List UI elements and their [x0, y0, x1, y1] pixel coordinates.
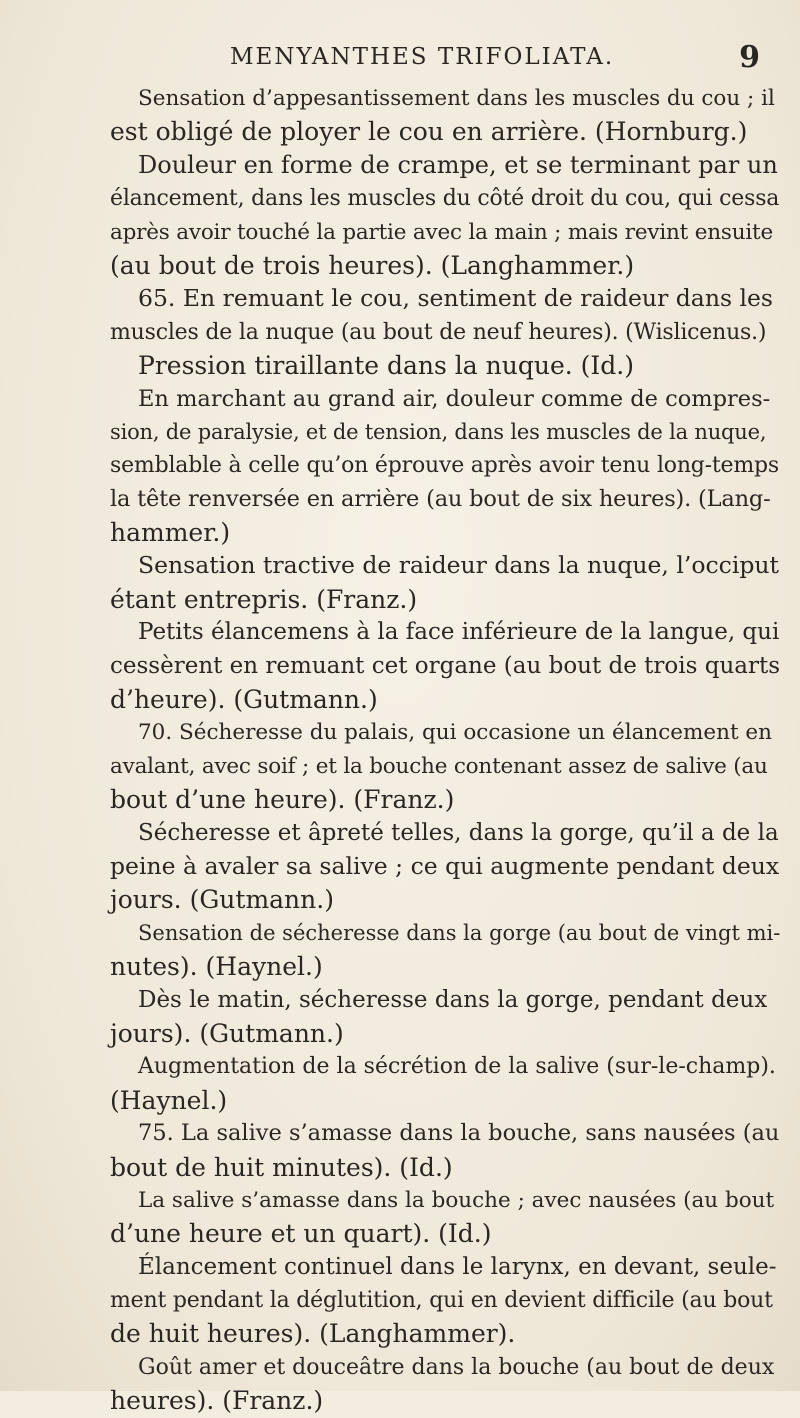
- text-line: de huit heures). (Langhammer).: [110, 1319, 516, 1349]
- text-line: (au bout de trois heures). (Langhammer.): [110, 250, 635, 280]
- page-header: [230, 40, 760, 80]
- text-line: est obligé de ployer le cou en arrière. (Hornburg.): [110, 117, 748, 147]
- text-line: d’une heure et un quart). (Id.): [110, 1219, 492, 1249]
- text-line: Dès le matin, sécheresse dans la gorge, pendant deux: [138, 986, 768, 1013]
- text-line: 65. En remuant le cou, sentiment de raideur dans les: [138, 284, 773, 313]
- text-line: la tête renversée en arrière (au bout de six heures). (Lang-: [110, 485, 771, 512]
- text-line: heures). (Franz.): [110, 1386, 324, 1416]
- text-line: bout d’une heure). (Franz.): [110, 785, 455, 815]
- text-line: jours. (Gutmann.): [110, 885, 334, 915]
- text-line: jours). (Gutmann.): [110, 1018, 344, 1048]
- text-line: Sécheresse et âpreté telles, dans la gorge, qu’il a de la: [138, 819, 779, 846]
- text-line: En marchant au grand air, douleur comme de compres-: [138, 385, 771, 412]
- text-line: Douleur en forme de crampe, et se terminant par un: [138, 150, 778, 179]
- text-line: Goût amer et douceâtre dans la bouche (au bout de deux: [138, 1354, 775, 1380]
- text-line: après avoir touché la partie avec la main ; mais revint ensuite: [110, 219, 774, 245]
- text-line: semblable à celle qu’on éprouve après avoir tenu long-temps: [110, 453, 780, 479]
- text-line: muscles de la nuque (au bout de neuf heures). (Wislicenus.): [110, 319, 767, 345]
- text-line: cessèrent en remuant cet organe (au bout de trois quarts: [110, 652, 781, 679]
- text-line: sion, de paralysie, et de tension, dans les muscles de la nuque,: [110, 419, 767, 444]
- text-line: Augmentation de la sécrétion de la salive (sur-le-champ).: [138, 1054, 776, 1080]
- text-line: 70. Sécheresse du palais, qui occasione un élancement en: [138, 720, 772, 746]
- text-line: La salive s’amasse dans la bouche ; avec nausées (au bout: [138, 1187, 775, 1213]
- text-line: hammer.): [110, 518, 231, 548]
- text-line: étant entrepris. (Franz.): [110, 584, 418, 614]
- page-number: 9: [739, 40, 760, 75]
- text-line: bout de huit minutes). (Id.): [110, 1152, 453, 1182]
- text-line: d’heure). (Gutmann.): [110, 685, 378, 715]
- text-line: Sensation tractive de raideur dans la nuque, l’occiput: [138, 551, 779, 580]
- text-line: avalant, avec soif ; et la bouche contenant assez de salive (au: [110, 753, 768, 779]
- text-line: 75. La salive s’amasse dans la bouche, sans nausées (au: [138, 1120, 780, 1147]
- running-title: MENYANTHES TRIFOLIATA.: [230, 44, 615, 70]
- text-line: Élancement continuel dans le larynx, en devant, seule-: [138, 1253, 777, 1280]
- text-line: nutes). (Haynel.): [110, 952, 323, 982]
- text-line: élancement, dans les muscles du côté droit du cou, qui cessa: [110, 186, 780, 212]
- body-text: [110, 82, 780, 1418]
- text-line: Sensation d’appesantissement dans les muscles du cou ; il: [138, 86, 775, 111]
- text-line: (Haynel.): [110, 1085, 228, 1115]
- text-line: peine à avaler sa salive ; ce qui augmente pendant deux: [110, 851, 780, 880]
- text-line: Sensation de sécheresse dans la gorge (au bout de vingt mi-: [138, 920, 781, 945]
- text-line: ment pendant la déglutition, qui en devient difficile (au bout: [110, 1288, 773, 1314]
- text-line: Pression tiraillante dans la nuque. (Id.): [138, 351, 634, 381]
- text-line: Petits élancemens à la face inférieure de la langue, qui: [138, 619, 780, 646]
